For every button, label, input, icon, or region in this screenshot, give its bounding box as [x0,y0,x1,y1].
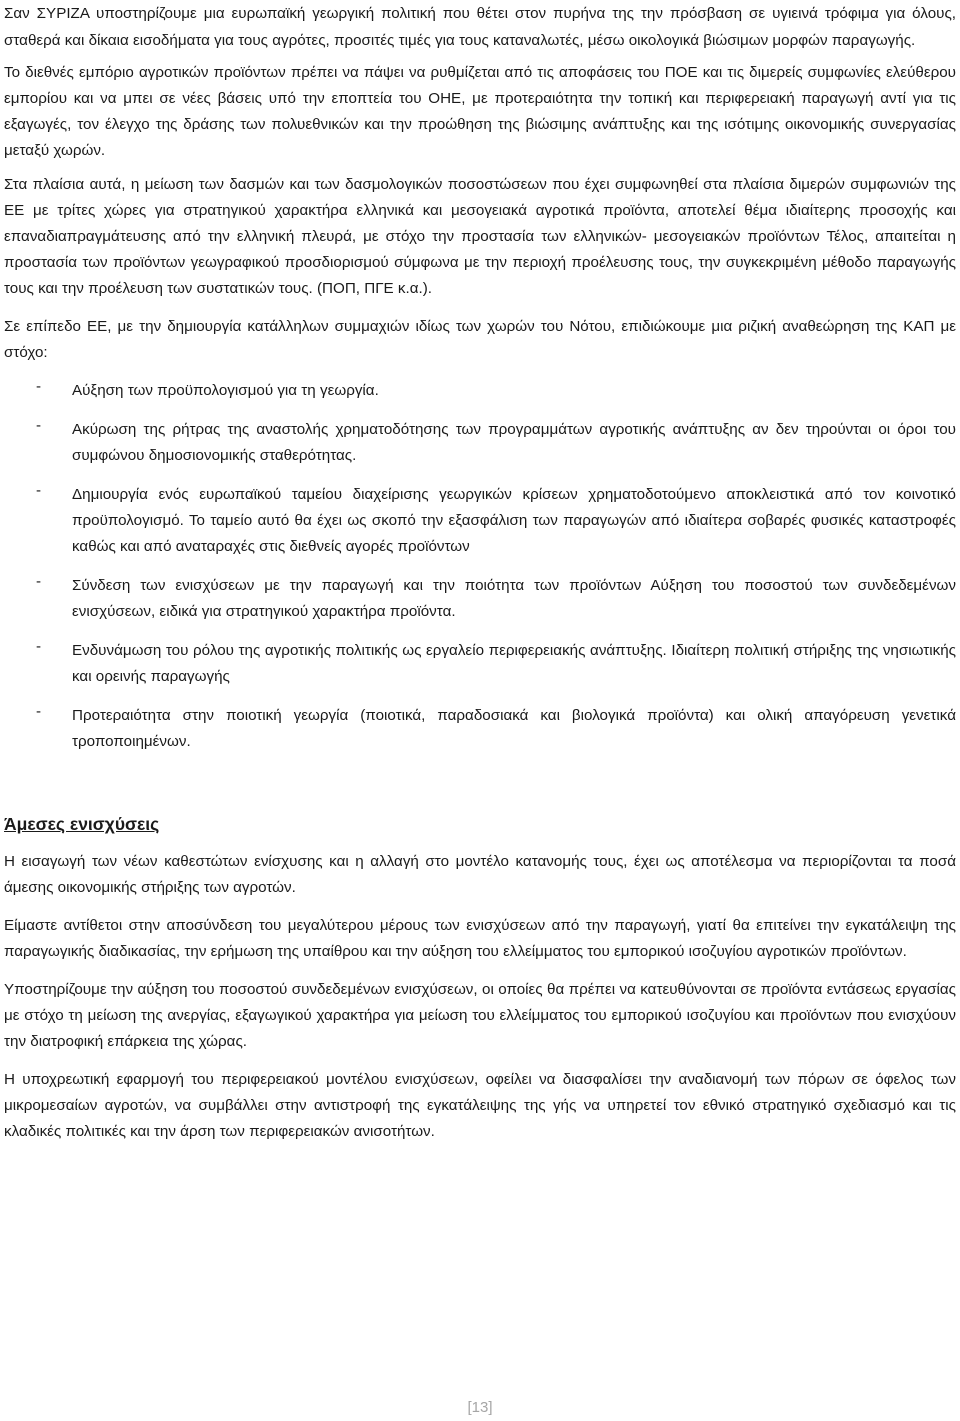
list-item [0,638,960,690]
bullet-dash: - [36,638,42,655]
intro-paragraph-4: Σε επίπεδο ΕΕ, με την δημιουργία κατάλληλων συμμαχιών ιδίως των χωρών του Νότου, επιδιώκουμε μια ριζική αναθεώρηση της ΚΑΠ με στόχο: [4,318,956,361]
intro-paragraph-1: Σαν ΣΥΡΙΖΑ υποστηρίζουμε μια ευρωπαϊκή γεωργική πολιτική που θέτει στον πυρήνα της την πρόσβαση σε υγιεινά τρόφιμα για όλους, σταθερά και δίκαια εισοδήματα για τους αγρότες, προσιτές τιμές για τους καταναλωτές, μέσω οικολογικά βιώσιμων μορφών παραγωγής. [4,5,956,49]
bullet-dash: - [36,703,42,720]
page-number: [13] [467,1399,493,1416]
intro-paragraph-3: Στα πλαίσια αυτά, η μείωση των δασμών και των δασμολογικών ποσοστώσεων που έχει συμφωνηθεί στα πλαίσια διμερών συμφωνιών της ΕΕ με τρίτες χώρες για στρατηγικού χαρακτήρα ελληνικά και μεσογειακά αγροτικά προϊόντα, αποτελεί θέμα ιδιαίτερης προσοχής και επαναδιαπραγμάτευσης από την ελληνική πλευρά, με στόχο την προστασία των ελληνικών- μεσογειακών προϊόντων Τέλος, απαιτείται η προστασία των προϊόντων γεωγραφικού προσδιορισμού σύμφωνα με την περιοχή προέλευσης τους, την συγκεκριμένη μέθοδο παραγωγής τους και την προέλευση των συστατικών τους. (ΠΟΠ, ΠΓΕ κ.α.). [4,176,956,297]
intro-paragraph-2: Το διεθνές εμπόριο αγροτικών προϊόντων πρέπει να πάψει να ρυθμίζεται από τις αποφάσεις του ΠΟΕ και τις διμερείς συμφωνίες ελεύθερου εμπορίου και να μπει σε νέες βάσεις υπό την εποπτεία του ΟΗΕ, με προτεραιότητα την τοπική και περιφερειακή παραγωγή αντί για τις εξαγωγές, τον έλεγχο της δράσης των πολυεθνικών και την προώθηση της βιώσιμης ανάπτυξης και της ισότιμης οικονομικής συνεργασίας μεταξύ χωρών. [4,64,956,159]
list-item-text: Αύξηση των προϋπολογισμού για τη γεωργία. [72,382,379,399]
list-item [0,482,960,560]
list-item-text: Ενδυνάμωση του ρόλου της αγροτικής πολιτικής ως εργαλείο περιφερειακής ανάπτυξης. Ιδιαίτερη πολιτική στήριξης της νησιωτικής και ορεινής παραγωγής [72,642,956,685]
list-item [0,417,960,469]
list-item-text: Προτεραιότητα στην ποιοτική γεωργία (ποιοτικά, παραδοσιακά και βιολογικά προϊόντα) και ολική απαγόρευση γενετικά τροποποιημένων. [72,707,956,750]
list-item [0,573,960,625]
body-paragraph-4: Η υποχρεωτική εφαρμογή του περιφερειακού μοντέλου ενισχύσεων, οφείλει να διασφαλίσει την αναδιανομή των πόρων σε όφελος των μικρομεσαίων αγροτών, να συμβάλλει στην αντιστροφή της εγκατάλειψης της γής να υπηρετεί τον εθνικό στρατηγικό σχεδιασμό και τις κλαδικές πολιτικές και την άρση των περιφερειακών ανισοτήτων. [4,1071,956,1140]
cap-goals-list [0,378,960,755]
list-item [0,378,960,404]
section-heading: Άμεσες ενισχύσεις [4,814,160,834]
body-paragraph-2: Είμαστε αντίθετοι στην αποσύνδεση του μεγαλύτερου μέρους των ενισχύσεων από την παραγωγή, γιατί θα επιτείνει την εγκατάλειψη της παραγωγικής διαδικασίας, την ερήμωση της υπαίθρου και την αύξηση του ελλείμματος του εμπορικού ισοζυγίου αγροτικών προϊόντων. [4,917,956,960]
body-paragraph-3: Υποστηρίζουμε την αύξηση του ποσοστού συνδεδεμένων ενισχύσεων, οι οποίες θα πρέπει να κατευθύνονται σε προϊόντα εντάσεως εργασίας με στόχο τη μείωση της ανεργίας, εξαγωγικού χαρακτήρα για μείωση του ελλείμματος του εμπορικού ισοζυγίου και προϊόντων που ενισχύουν την διατροφική επάρκεια της χώρας. [4,981,956,1050]
bullet-dash: - [36,417,42,434]
body-paragraph-1: Η εισαγωγή των νέων καθεστώτων ενίσχυσης και η αλλαγή στο μοντέλο κατανομής τους, έχει ως αποτέλεσμα να περιορίζονται τα ποσά άμεσης οικονομικής στήριξης των αγροτών. [4,853,956,896]
bullet-dash: - [36,482,42,499]
list-item-text: Δημιουργία ενός ευρωπαϊκού ταμείου διαχείρισης γεωργικών κρίσεων χρηματοδοτούμενο αποκλειστικά από τον κοινοτικό προϋπολογισμό. Το ταμείο αυτό θα έχει ως σκοπό την εξασφάλιση των παραγωγών από ιδιαίτερα σοβαρές φυσικές καταστροφές καθώς και από αναταραχές στις διεθνείς αγορές προϊόντων [72,486,956,555]
bullet-dash: - [36,573,42,590]
bullet-dash: - [36,378,42,395]
list-item [0,703,960,755]
list-item-text: Σύνδεση των ενισχύσεων με την παραγωγή και την ποιότητα των προϊόντων Αύξηση του ποσοστού των συνδεδεμένων ενισχύσεων, ειδικά για στρατηγικού χαρακτήρα προϊόντα. [72,577,956,620]
list-item-text: Ακύρωση της ρήτρας της αναστολής χρηματοδότησης των προγραμμάτων αγροτικής ανάπτυξης αν δεν τηρούνται οι όροι του συμφώνου δημοσιονομικής σταθερότητας. [72,421,956,464]
